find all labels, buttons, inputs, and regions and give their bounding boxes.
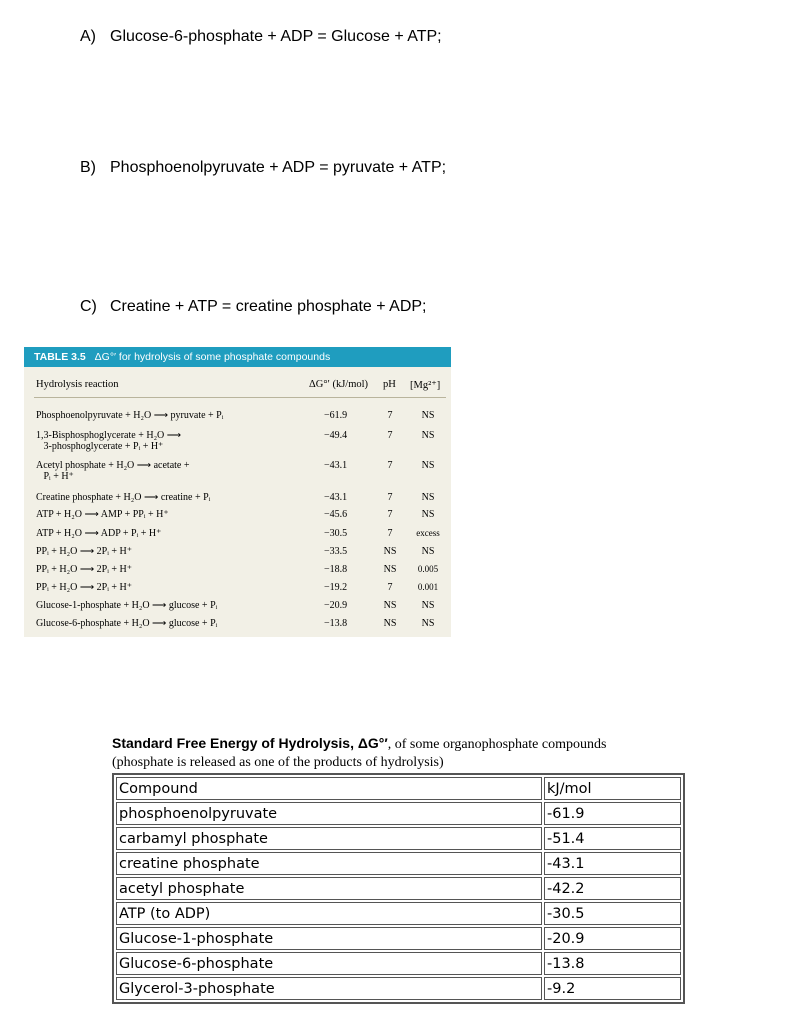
cell-mg: NS — [421, 509, 435, 520]
cell-compound: creatine phosphate — [116, 852, 542, 875]
sfe-caption-line2: (phosphate is released as one of the products of hydrolysis) — [112, 755, 444, 770]
table-row — [116, 877, 681, 900]
cell-mg: NS — [421, 430, 435, 441]
question-c — [80, 298, 427, 316]
cell-dg: −49.4 — [324, 430, 348, 441]
cell-dg: −30.5 — [324, 528, 348, 539]
question-a — [80, 28, 442, 46]
cell-ph: NS — [383, 564, 397, 575]
cell-ph: 7 — [387, 430, 393, 441]
cell-ph: 7 — [387, 460, 393, 471]
cell-reaction: Creatine phosphate + H₂O ⟶ creatine + Pᵢ — [36, 492, 211, 503]
cell-dg: −13.8 — [324, 618, 348, 629]
table-row — [116, 802, 681, 825]
cell-mg: NS — [421, 546, 435, 557]
question-text: Creatine + ATP = creatine phosphate + ADP; — [110, 298, 427, 315]
cell-value: -42.2 — [544, 877, 681, 900]
cell-mg: NS — [421, 410, 435, 421]
cell-dg: −20.9 — [324, 600, 348, 611]
cell-value: -9.2 — [544, 977, 681, 1000]
cell-reaction: Glucose-1-phosphate + H₂O ⟶ glucose + Pᵢ — [36, 600, 218, 611]
cell-mg: NS — [421, 618, 435, 629]
table-row — [116, 902, 681, 925]
cell-ph: 7 — [387, 410, 393, 421]
table-3-5 — [24, 347, 451, 637]
table-row — [116, 977, 681, 1000]
col-header-reaction: Hydrolysis reaction — [36, 379, 119, 390]
sfe-caption-rest: , of some organophosphate compounds — [387, 737, 607, 752]
cell-mg: NS — [421, 600, 435, 611]
cell-ph: 7 — [387, 492, 393, 503]
col-header-dg: ΔG°′ (kJ/mol) — [309, 379, 369, 390]
cell-compound: ATP (to ADP) — [116, 902, 542, 925]
cell-ph: 7 — [387, 528, 393, 539]
sfe-caption — [112, 735, 712, 771]
cell-compound: carbamyl phosphate — [116, 827, 542, 850]
cell-mg: excess — [416, 528, 440, 538]
cell-ph: NS — [383, 618, 397, 629]
cell-compound: Glucose-1-phosphate — [116, 927, 542, 950]
cell-reaction: PPᵢ + H₂O ⟶ 2Pᵢ + H⁺ — [36, 546, 133, 557]
cell-ph: 7 — [387, 582, 393, 593]
question-letter: A) — [80, 28, 96, 45]
cell-mg: NS — [421, 460, 435, 471]
cell-compound: Glucose-6-phosphate — [116, 952, 542, 975]
question-b — [80, 159, 446, 177]
cell-reaction: Phosphoenolpyruvate + H₂O ⟶ pyruvate + Pᵢ — [36, 410, 224, 421]
cell-dg: −33.5 — [324, 546, 348, 557]
col-header-mg: [Mg²⁺] — [410, 380, 441, 391]
col-header-ph: pH — [383, 379, 396, 390]
cell-value: -61.9 — [544, 802, 681, 825]
cell-ph: NS — [383, 546, 397, 557]
cell-reaction: Glucose-6-phosphate + H₂O ⟶ glucose + Pᵢ — [36, 618, 218, 629]
cell-reaction: ATP + H₂O ⟶ AMP + PPᵢ + H⁺ — [36, 509, 169, 520]
question-letter: B) — [80, 159, 96, 176]
cell-dg: −45.6 — [324, 509, 348, 520]
cell-dg: −43.1 — [324, 460, 348, 471]
cell-reaction: Acetyl phosphate + H₂O ⟶ acetate + Pᵢ + H⁺ — [36, 460, 190, 482]
cell-compound: phosphoenolpyruvate — [116, 802, 542, 825]
cell-ph: NS — [383, 600, 397, 611]
sfe-caption-bold: Standard Free Energy of Hydrolysis, ΔG°′ — [112, 735, 388, 751]
cell-reaction: ATP + H₂O ⟶ ADP + Pᵢ + H⁺ — [36, 528, 162, 539]
cell-ph: 7 — [387, 509, 393, 520]
cell-mg: NS — [421, 492, 435, 503]
table-3-5-column-headers — [34, 375, 446, 398]
cell-reaction: PPᵢ + H₂O ⟶ 2Pᵢ + H⁺ — [36, 564, 133, 575]
table-row — [116, 852, 681, 875]
cell-dg: −18.8 — [324, 564, 348, 575]
table-number: TABLE 3.5 — [34, 351, 86, 363]
table-row — [116, 927, 681, 950]
cell-mg: 0.001 — [417, 582, 439, 592]
sfe-table — [112, 773, 685, 1004]
question-text: Glucose-6-phosphate + ADP = Glucose + ATP; — [110, 28, 442, 45]
cell-value: -20.9 — [544, 927, 681, 950]
header-compound: Compound — [116, 777, 542, 800]
cell-dg: −43.1 — [324, 492, 348, 503]
cell-value: -51.4 — [544, 827, 681, 850]
cell-mg: 0.005 — [417, 564, 439, 574]
cell-dg: −61.9 — [324, 410, 348, 421]
cell-value: -30.5 — [544, 902, 681, 925]
question-text: Phosphoenolpyruvate + ADP = pyruvate + ATP; — [110, 159, 447, 176]
question-letter: C) — [80, 298, 97, 315]
cell-dg: −19.2 — [324, 582, 348, 593]
header-value: kJ/mol — [544, 777, 681, 800]
cell-compound: acetyl phosphate — [116, 877, 542, 900]
cell-reaction: PPᵢ + H₂O ⟶ 2Pᵢ + H⁺ — [36, 582, 133, 593]
table-row — [116, 952, 681, 975]
cell-reaction: 1,3-Bisphosphoglycerate + H₂O ⟶ 3-phosphoglycerate + Pᵢ + H⁺ — [36, 430, 182, 452]
table-title: ΔG°′ for hydrolysis of some phosphate compounds — [94, 351, 331, 363]
table-3-5-header — [24, 347, 451, 367]
cell-value: -13.8 — [544, 952, 681, 975]
cell-compound: Glycerol-3-phosphate — [116, 977, 542, 1000]
cell-value: -43.1 — [544, 852, 681, 875]
table-header-row — [116, 777, 681, 800]
table-row — [116, 827, 681, 850]
